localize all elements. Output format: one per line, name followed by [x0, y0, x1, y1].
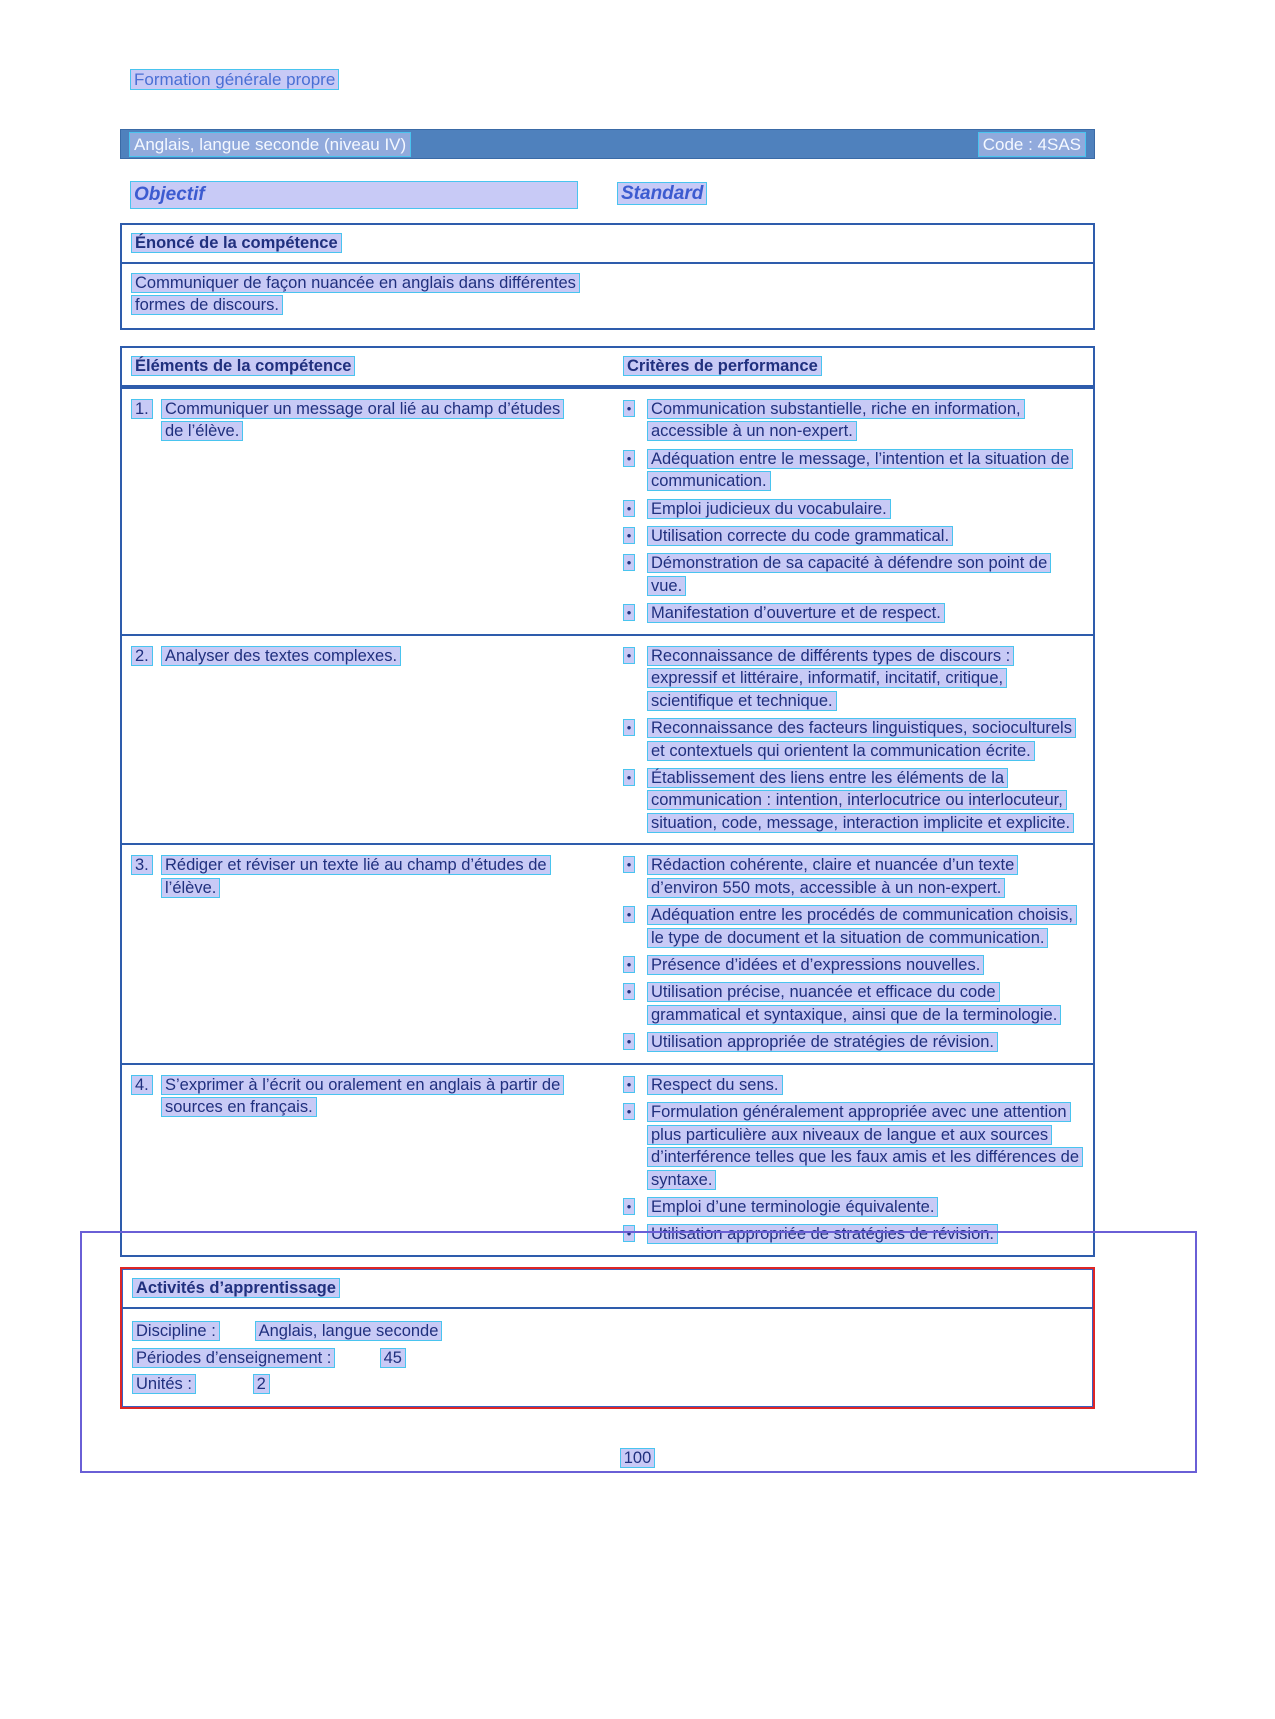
criteria-text: Manifestation d’ouverture et de respect. [647, 603, 945, 623]
criteria-text: Utilisation appropriée de stratégies de révision. [647, 1224, 998, 1244]
bullet-icon: • [620, 398, 638, 420]
category-text: Formation générale propre [130, 69, 339, 90]
field-value: Anglais, langue seconde [255, 1321, 443, 1341]
competence-table [120, 346, 1095, 1256]
bullet-icon: • [620, 1196, 638, 1218]
enonce-body [122, 264, 1093, 329]
header-bar [120, 129, 1095, 159]
criteria-item [620, 717, 1083, 762]
learning-activities-outer-box [80, 1231, 1197, 1473]
enonce-box [120, 223, 1095, 330]
field-value: 45 [380, 1348, 406, 1368]
field-periodes [132, 1347, 1083, 1369]
element-number: 2. [131, 645, 161, 667]
enonce-title: Énoncé de la compétence [122, 225, 1093, 263]
bullet-icon: • [620, 717, 638, 739]
field-value: 2 [253, 1374, 270, 1394]
criteria-text: Reconnaissance des facteurs linguistiques, socioculturels et contextuels qui orientent la communication écrite. [647, 718, 1076, 760]
criteria-text: Présence d’idées et d’expressions nouvelles. [647, 955, 984, 975]
bullet-icon: • [620, 602, 638, 624]
criteria-item [620, 904, 1083, 949]
field-label: Discipline : [132, 1321, 220, 1341]
document-page [0, 68, 1275, 1719]
criteria-text: Rédaction cohérente, claire et nuancée d’un texte d’environ 550 mots, accessible à un non-expert. [647, 855, 1018, 897]
criteria-item [620, 981, 1083, 1026]
bullet-icon: • [620, 552, 638, 574]
criteria-cell [614, 1065, 1093, 1255]
criteria-item [620, 1101, 1083, 1191]
section-headings [130, 181, 1095, 209]
bullet-icon: • [620, 1101, 638, 1123]
field-unites [132, 1373, 1083, 1395]
col-header-elements: Éléments de la compétence [122, 348, 614, 384]
bullet-icon: • [620, 1223, 638, 1245]
criteria-text: Formulation généralement appropriée avec une attention plus particulière aux niveaux de langue et aux sources d’interférence telles que les faux amis et les différences de syntaxe. [647, 1102, 1083, 1189]
criteria-item [620, 552, 1083, 597]
bullet-icon: • [620, 1031, 638, 1053]
criteria-item [620, 602, 1083, 624]
page-number: 100 [0, 1447, 1275, 1469]
criteria-text: Emploi d’une terminologie équivalente. [647, 1197, 938, 1217]
element-cell [122, 389, 614, 634]
col-header-criteres: Critères de performance [614, 348, 1093, 384]
element-cell [122, 1065, 614, 1255]
bullet-icon: • [620, 904, 638, 926]
heading-standard: Standard [617, 181, 707, 207]
criteria-text: Adéquation entre les procédés de communication choisis, le type de document et la situation de communication. [647, 905, 1077, 947]
criteria-text: Reconnaissance de différents types de discours : expressif et littéraire, informatif, incitatif, critique, scientifique et technique. [647, 646, 1014, 711]
criteria-item [620, 767, 1083, 834]
table-row [122, 1063, 1093, 1255]
bullet-icon: • [620, 981, 638, 1003]
criteria-cell [614, 636, 1093, 844]
bullet-icon: • [620, 767, 638, 789]
course-code: Code : 4SAS [978, 132, 1086, 157]
criteria-text: Établissement des liens entre les éléments de la communication : intention, interlocutrice ou interlocuteur, situation, code, message, interaction implicite et explicite. [647, 768, 1074, 833]
table-row [122, 634, 1093, 844]
element-number: 3. [131, 854, 161, 876]
criteria-text: Respect du sens. [647, 1075, 783, 1095]
table-header-row [122, 348, 1093, 386]
criteria-item [620, 854, 1083, 899]
criteria-item [620, 498, 1083, 520]
heading-objectif: Objectif [130, 184, 578, 205]
criteria-text: Utilisation précise, nuancée et efficace du code grammatical et syntaxique, ainsi que de la terminologie. [647, 982, 1061, 1024]
element-text: Analyser des textes complexes. [161, 645, 401, 667]
field-discipline [132, 1320, 1083, 1342]
course-title: Anglais, langue seconde (niveau IV) [129, 132, 411, 157]
criteria-item [620, 525, 1083, 547]
element-text: Rédiger et réviser un texte lié au champ d’études de l’élève. [161, 854, 581, 899]
criteria-item [620, 398, 1083, 443]
element-text: Communiquer un message oral lié au champ d’études de l’élève. [161, 398, 581, 443]
criteria-item [620, 448, 1083, 493]
criteria-item [620, 645, 1083, 712]
bullet-icon: • [620, 525, 638, 547]
activities-fields [122, 1309, 1093, 1406]
bullet-icon: • [620, 854, 638, 876]
element-number: 1. [131, 398, 161, 420]
element-number: 4. [131, 1074, 161, 1096]
element-text: S’exprimer à l’écrit ou oralement en anglais à partir de sources en français. [161, 1074, 581, 1119]
criteria-text: Utilisation appropriée de stratégies de révision. [647, 1032, 998, 1052]
criteria-item [620, 954, 1083, 976]
criteria-item [620, 1031, 1083, 1053]
criteria-text: Adéquation entre le message, l’intention et la situation de communication. [647, 449, 1073, 491]
criteria-cell [614, 389, 1093, 634]
bullet-icon: • [620, 498, 638, 520]
enonce-text: Communiquer de façon nuancée en anglais dans différentes formes de discours. [131, 273, 580, 315]
element-cell [122, 636, 614, 844]
activities-title: Activités d’apprentissage [122, 1269, 1093, 1309]
criteria-item [620, 1196, 1083, 1218]
bullet-icon: • [620, 954, 638, 976]
table-row [122, 843, 1093, 1063]
learning-activities-box [120, 1267, 1095, 1409]
field-label: Périodes d’enseignement : [132, 1348, 335, 1368]
criteria-text: Démonstration de sa capacité à défendre son point de vue. [647, 553, 1051, 595]
field-label: Unités : [132, 1374, 196, 1394]
document-category-label [130, 68, 1275, 91]
criteria-item [620, 1074, 1083, 1096]
criteria-text: Utilisation correcte du code grammatical. [647, 526, 953, 546]
element-cell [122, 845, 614, 1063]
criteria-text: Emploi judicieux du vocabulaire. [647, 499, 891, 519]
bullet-icon: • [620, 645, 638, 667]
criteria-text: Communication substantielle, riche en information, accessible à un non-expert. [647, 399, 1025, 441]
bullet-icon: • [620, 1074, 638, 1096]
criteria-cell [614, 845, 1093, 1063]
table-row [122, 387, 1093, 634]
bullet-icon: • [620, 448, 638, 470]
